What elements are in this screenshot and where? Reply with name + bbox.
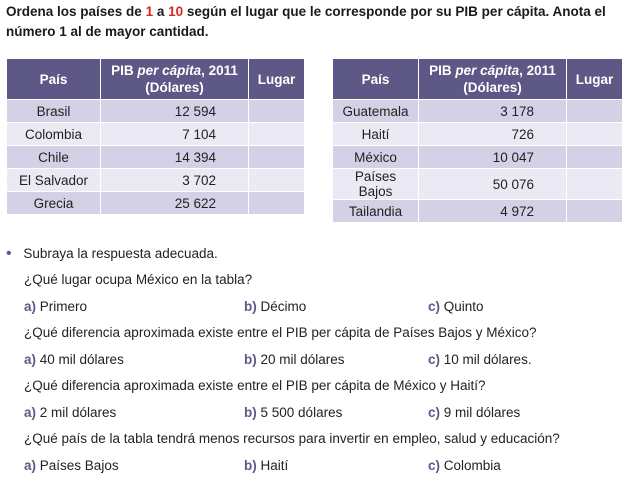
option-letter: b)	[244, 405, 257, 420]
option-text: Haití	[260, 458, 289, 473]
question-2: ¿Qué diferencia aproximada existe entre el PIB per cápita de Países Bajos y México?	[24, 325, 537, 340]
option-text: 40 mil dólares	[39, 352, 124, 367]
option-4b[interactable]	[244, 458, 288, 473]
option-letter: c)	[428, 458, 441, 473]
option-4c[interactable]	[428, 458, 501, 473]
option-letter: b)	[244, 299, 257, 314]
gdp-cell: 726	[419, 123, 567, 146]
option-letter: b)	[244, 352, 257, 367]
option-1b[interactable]	[244, 299, 306, 314]
header-place: Lugar	[249, 59, 305, 100]
country-cell: Grecia	[7, 192, 101, 215]
instruction-part: a	[153, 4, 169, 19]
option-letter: c)	[428, 405, 441, 420]
country-cell: Guatemala	[333, 100, 419, 123]
bullet-icon: •	[6, 245, 12, 262]
option-1c[interactable]	[428, 299, 484, 314]
option-letter: c)	[428, 352, 441, 367]
option-4a[interactable]	[24, 458, 119, 473]
option-letter: a)	[24, 299, 37, 314]
header-gdp-part: PIB	[429, 63, 456, 78]
question-4: ¿Qué país de la tabla tendrá menos recursos para invertir en empleo, salud y educación?	[24, 431, 560, 446]
gdp-cell: 25 622	[101, 192, 249, 215]
number-one: 1	[145, 4, 154, 19]
header-gdp-part: , 2011	[201, 63, 238, 78]
country-cell: El Salvador	[7, 169, 101, 192]
gdp-cell: 4 972	[419, 200, 567, 223]
country-cell: Países Bajos	[333, 169, 419, 200]
option-text: 5 500 dólares	[260, 405, 343, 420]
option-letter: a)	[24, 458, 37, 473]
option-3b[interactable]	[244, 405, 342, 420]
country-cell: Chile	[7, 146, 101, 169]
option-2a[interactable]	[24, 352, 124, 367]
header-gdp-unit: (Dólares)	[463, 80, 522, 95]
option-text: 9 mil dólares	[443, 405, 521, 420]
bullet-intro	[6, 245, 218, 263]
question-3: ¿Qué diferencia aproximada existe entre el PIB per cápita de México y Haití?	[24, 378, 486, 393]
option-letter: a)	[24, 352, 37, 367]
country-cell: Brasil	[7, 100, 101, 123]
question-1: ¿Qué lugar ocupa México en la tabla?	[24, 272, 253, 287]
number-ten: 10	[168, 4, 184, 19]
option-text: Primero	[39, 299, 88, 314]
country-cell: Colombia	[7, 123, 101, 146]
country-cell: México	[333, 146, 419, 169]
header-gdp-unit: (Dólares)	[145, 80, 204, 95]
header-gdp-italic: per cápita	[137, 63, 202, 78]
option-letter: a)	[24, 405, 37, 420]
gdp-cell: 50 076	[419, 169, 567, 200]
option-3a[interactable]	[24, 405, 116, 420]
option-text: Colombia	[443, 458, 501, 473]
gdp-cell: 14 394	[101, 146, 249, 169]
option-1a[interactable]	[24, 299, 87, 314]
header-place: Lugar	[567, 59, 623, 100]
gdp-cell: 7 104	[101, 123, 249, 146]
gdp-cell: 3 702	[101, 169, 249, 192]
option-text: Países Bajos	[39, 458, 119, 473]
option-text: 20 mil dólares	[260, 352, 345, 367]
option-text: 2 mil dólares	[39, 405, 117, 420]
instruction-part: Ordena los países de	[6, 4, 146, 19]
option-2c[interactable]	[428, 352, 532, 367]
header-gdp-part: PIB	[111, 63, 138, 78]
header-country: País	[333, 59, 419, 100]
gdp-cell: 12 594	[101, 100, 249, 123]
option-text: 10 mil dólares.	[443, 352, 532, 367]
option-letter: b)	[244, 458, 257, 473]
header-gdp-part: , 2011	[519, 63, 556, 78]
bullet-intro-text: Subraya la respuesta adecuada.	[23, 246, 218, 261]
option-letter: c)	[428, 299, 441, 314]
gdp-cell: 3 178	[419, 100, 567, 123]
gdp-cell: 10 047	[419, 146, 567, 169]
country-cell: Tailandia	[333, 200, 419, 223]
option-text: Décimo	[260, 299, 307, 314]
instruction-part: según el lugar que le corresponde por su PIB per cápita. Anota el número 1 al de mayor cantidad.	[6, 4, 606, 39]
country-cell: Haití	[333, 123, 419, 146]
option-3c[interactable]	[428, 405, 520, 420]
header-gdp-italic: per cápita	[455, 63, 520, 78]
header-country: País	[7, 59, 101, 100]
option-2b[interactable]	[244, 352, 345, 367]
option-text: Quinto	[443, 299, 484, 314]
